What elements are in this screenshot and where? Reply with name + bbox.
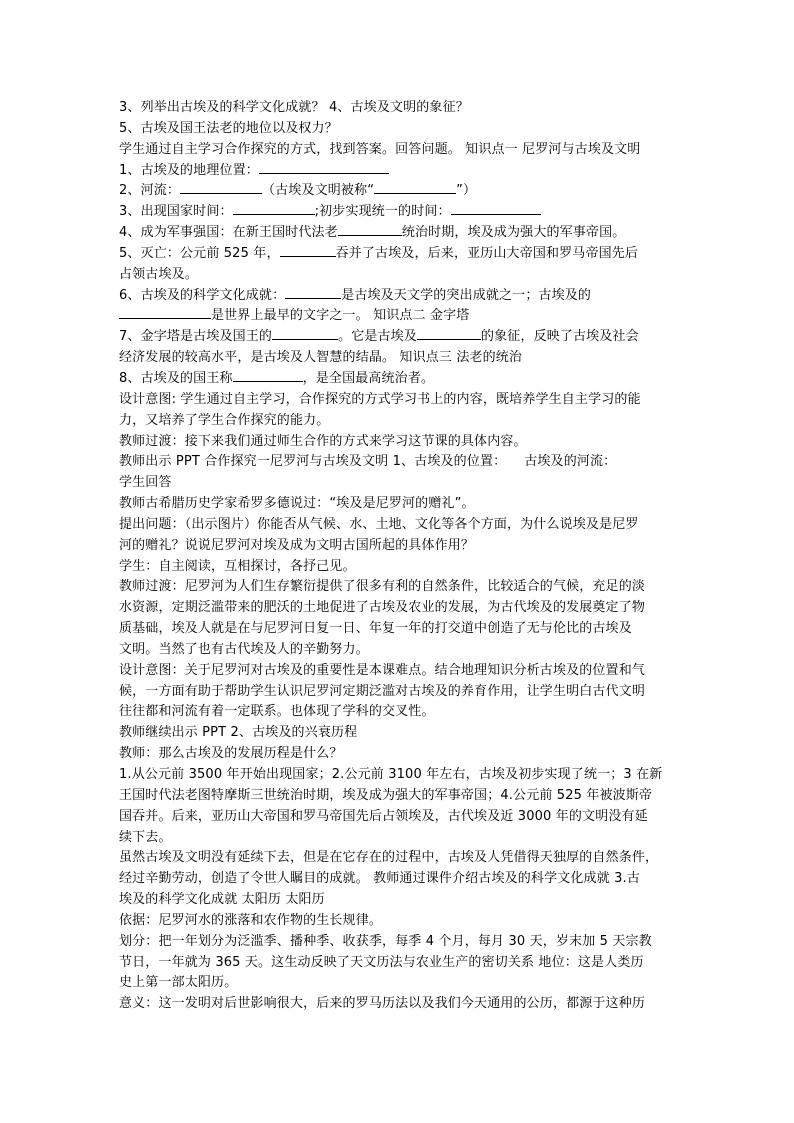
document-page xyxy=(119,98,679,1015)
fill-text: 4、成为军事强国：在新王国时代法老 xyxy=(119,225,338,241)
summary-paragraph-cont: 经过辛勤劳动，创造了令世人瞩目的成就。 教师通过课件介绍古埃及的科学文化成就 3.古 xyxy=(119,871,640,887)
history-timeline: 1.从公元前 3500 年开始出现国家；2.公元前 3100 年左右，古埃及初步实现了统一；3 在新 xyxy=(119,767,663,782)
fill-text: 8、古埃及的国王称 xyxy=(119,370,233,386)
answer-blank xyxy=(280,244,336,257)
fill-line-fall xyxy=(119,244,679,265)
fill-line-pyramid-cont: 经济发展的较高水平，是古埃及人智慧的结晶。 知识点三 法老的统治 xyxy=(119,350,523,366)
fill-line-fall-cont: 占领古埃及。 xyxy=(119,266,198,282)
fill-text: 6、古埃及的科学文化成就： xyxy=(119,287,286,303)
teacher-transition-1: 教师过渡：接下来我们通过师生合作的方式来学习这节课的具体内容。 xyxy=(119,433,527,449)
teacher-question: 教师：那么古埃及的发展历程是什么？ xyxy=(119,746,343,762)
answer-blank xyxy=(338,223,402,236)
question-line-3-4: 3、列举出古埃及的科学文化成就？ 4、古埃及文明的象征？ xyxy=(119,100,469,115)
fill-line-culture-cont xyxy=(119,306,679,327)
fill-line-pharaoh xyxy=(119,369,679,390)
question-raise-cont: 河的赠礼？说说尼罗河对埃及成为文明古国所起的具体作用？ xyxy=(119,537,475,553)
calendar-basis: 依据：尼罗河水的涨落和农作物的生长规律。 xyxy=(119,912,383,928)
summary-paragraph: 虽然古埃及文明没有延续下去，但是在它存在的过程中，古埃及人凭借得天独厚的自然条件， xyxy=(119,850,659,866)
answer-blank xyxy=(233,369,303,382)
design-intent-2-cont: 候，一方面有助于帮助学生认识尼罗河定期泛滥对古埃及的养育作用，让学生明白古代文明 xyxy=(119,683,646,699)
fill-line-location xyxy=(119,161,679,182)
fill-text: 3、出现国家时间： xyxy=(119,204,233,220)
answer-blank xyxy=(272,327,338,340)
fill-text: 教师出示 PPT 合作探究一尼罗河与古埃及文明 1、古埃及的位置： xyxy=(119,454,507,470)
calendar-division-cont: 节日，一年就为 365 天。这生动反映了天文历法与农业生产的密切关系 地位：这是人类历 xyxy=(119,954,644,970)
history-timeline-cont: 国吞并。后来，亚历山大帝国和罗马帝国先后占领埃及，古代埃及近 3000 年的文明没有延 xyxy=(119,808,648,824)
answer-blank xyxy=(417,327,481,340)
teacher-ppt-1 xyxy=(119,452,679,473)
answer-blank xyxy=(180,181,262,194)
student-read: 学生：自主阅读，互相探讨，各抒己见。 xyxy=(119,558,356,574)
answer-blank xyxy=(451,202,541,215)
fill-text: 5、灭亡：公元前 525 年， xyxy=(119,245,280,261)
calendar-significance: 意义：这一发明对后世影响很大，后来的罗马历法以及我们今天通用的公历，都源于这种历 xyxy=(119,996,646,1012)
summary-paragraph-cont: 埃及的科学文化成就 太阳历 太阳历 xyxy=(119,892,325,908)
fill-text: 1、古埃及的地理位置： xyxy=(119,162,259,178)
history-timeline-cont: 王国时代法老图特摩斯三世统治时期，埃及成为强大的军事帝国；4.公元前 525 年被波斯帝 xyxy=(119,787,653,803)
teacher-transition-2-cont: 水资源，定期泛滥带来的肥沃的土地促进了古埃及农业的发展，为古代埃及的发展奠定了物 xyxy=(119,600,646,616)
fill-text: 是世界上最早的文字之一。 知识点二 金字塔 xyxy=(211,308,470,324)
fill-text: 2、河流： xyxy=(119,183,181,199)
design-intent-2-cont: 往往都和河流有着一定联系。也体现了学科的交叉性。 xyxy=(119,704,435,720)
answer-blank xyxy=(119,306,211,319)
answer-blank xyxy=(285,286,341,299)
design-intent-2: 设计意图：关于尼罗河对古埃及的重要性是本课难点。结合地理知识分析古埃及的位置和气 xyxy=(119,662,646,678)
calendar-division: 划分：把一年划分为泛滥季、播种季、收获季，每季 4 个月，每月 30 天，岁末加 5 天宗教 xyxy=(119,933,652,949)
fill-line-state-time xyxy=(119,202,679,223)
fill-text: 统治时期，埃及成为强大的军事帝国。 xyxy=(401,225,626,241)
answer-blank xyxy=(374,181,456,194)
fill-line-culture xyxy=(119,286,679,307)
answer-blank xyxy=(233,202,315,215)
fill-text: ，是全国最高统治者。 xyxy=(302,370,435,386)
teacher-ppt-2: 教师继续出示 PPT 2、古埃及的兴衰历程 xyxy=(119,725,358,741)
fill-text: 的象征，反映了古埃及社会 xyxy=(480,329,639,345)
design-intent-1-cont: 力，又培养了学生合作探究的能力。 xyxy=(119,412,330,428)
teacher-transition-2: 教师过渡：尼罗河为人们生存繁衍提供了很多有利的自然条件，比较适合的气候，充足的淡 xyxy=(119,579,646,595)
fill-line-river xyxy=(119,181,679,202)
student-answer: 学生回答 xyxy=(119,475,172,491)
history-timeline-cont: 续下去。 xyxy=(119,829,172,845)
question-line-5: 5、古埃及国王法老的地位以及权力？ xyxy=(119,120,338,136)
fill-text: 吞并了古埃及，后来，亚历山大帝国和罗马帝国先后 xyxy=(335,245,639,261)
calendar-division-cont: 史上第一部太阳历。 xyxy=(119,975,238,991)
fill-text: ;初步实现统一的时间： xyxy=(314,204,451,220)
fill-text: 古埃及的河流： xyxy=(524,454,617,470)
teacher-transition-2-cont: 文明。当然了也有古代埃及人的辛勤努力。 xyxy=(119,641,369,657)
fill-line-pyramid xyxy=(119,327,679,348)
teacher-transition-2-cont: 质基础，埃及人就是在与尼罗河日复一日、年复一年的打交道中创造了无与伦比的古埃及 xyxy=(119,621,632,637)
fill-text: 是古埃及天文学的突出成就之一；古埃及的 xyxy=(341,287,592,303)
answer-blank xyxy=(259,161,389,174)
teacher-quote: 教师古希腊历史学家希罗多德说过：“埃及是尼罗河的赠礼”。 xyxy=(119,496,475,512)
study-instruction: 学生通过自主学习合作探究的方式，找到答案。回答问题。 知识点一 尼罗河与古埃及文明 xyxy=(119,141,641,157)
fill-text: （古埃及文明被称“ xyxy=(262,183,375,199)
fill-text: 。它是古埃及 xyxy=(338,329,417,345)
fill-line-military xyxy=(119,223,679,244)
design-intent-1: 设计意图: 学生通过自主学习，合作探究的方式学习书上的内容，既培养学生自主学习的能 xyxy=(119,391,641,407)
fill-text: ”） xyxy=(456,183,477,199)
question-raise: 提出问题：（出示图片）你能否从气候、水、土地、文化等各个方面，为什么说埃及是尼罗 xyxy=(119,516,639,532)
fill-text: 7、金字塔是古埃及国王的 xyxy=(119,329,273,345)
